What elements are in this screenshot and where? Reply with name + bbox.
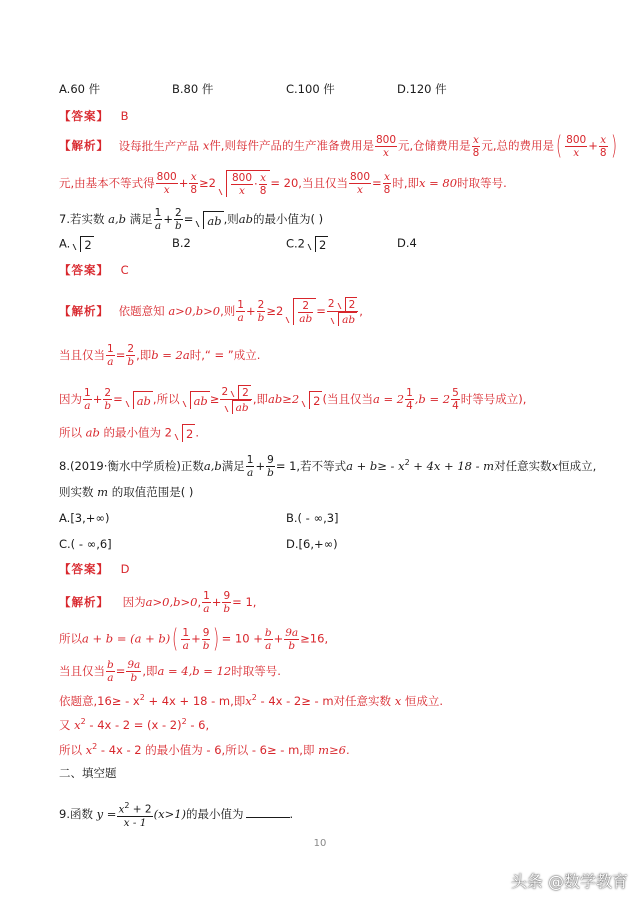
text: ,即 (252, 392, 268, 406)
q7-analysis-line1: 【解析】 依题意知 a>0,b>0,则 $\frac{1}{a}$ + $\frac{2}{b}$ ≥2 $\frac{2}{ab}$ = $\frac{2 2}{ab}$ , (59, 298, 363, 326)
text: 元,总的费用是 (481, 138, 555, 153)
text: 对任意实数 (494, 459, 552, 473)
text: 所以 (59, 742, 82, 757)
text: 依题意,16≥ - x (59, 693, 140, 708)
text: (当且仅当 (322, 392, 373, 406)
text: 又 (59, 717, 71, 732)
text: 的最小值为 - 6,所以 - 6≥ - m,即 (145, 742, 315, 757)
text: 元,由基本不等式得 (59, 176, 155, 190)
text: 恒成立. (404, 693, 443, 708)
math: x (394, 693, 402, 708)
q8-analysis-line1: 【解析】 因为a>0,b>0, $\frac{1}{a}$ + $\frac{9}{b}$ = 1, (59, 590, 257, 615)
q7-option-a: A. 2 (59, 236, 92, 252)
math: ,b = 2 (414, 392, 451, 406)
section-heading: 二、填空题 (59, 766, 117, 780)
text: 7.若实数 (59, 212, 105, 226)
math: a,b (108, 212, 127, 226)
math: a = 4,b = 12 (157, 664, 232, 678)
fraction-800-x: $\frac{800}{x}$ (375, 133, 397, 159)
text: 的最小值为 2 (103, 425, 173, 440)
math: a + b≥ - x (346, 459, 405, 473)
watermark: 头条 @数学教育 (510, 872, 628, 891)
math: x (85, 742, 93, 757)
q6-analysis-line1: 【解析】 设每批生产产品 x件,则每件产品的生产准备费用是 $\frac{800}{x}$ 元,仓储费用是 $\frac{x}{8}$ 元,总的费用是( $\frac{800}{x}$ + $\frac{x}{8}$ ) (59, 131, 617, 161)
fraction-x-8: $\frac{x}{8}$ (190, 171, 198, 196)
q9-stem (59, 800, 293, 829)
analysis-tag: 【解析】 (59, 595, 109, 609)
text: 对任意实数 (333, 693, 392, 708)
q8-option-b: B.( - ∞,3] (286, 511, 339, 525)
q8-option-d: D.[6,+∞) (286, 537, 338, 551)
q7-stem: 7.若实数 a,b 满足 $\frac{1}{a}$ + $\frac{2}{b}$ = ab ,则ab的最小值为( ) (59, 207, 324, 232)
answer-tag: 【答案】 (59, 109, 109, 123)
math: a,b (203, 459, 222, 473)
text: 所以 (59, 425, 82, 440)
fraction-800-x: $\frac{800}{x}$ (349, 171, 371, 196)
q7-option-c: C.2 2 (286, 236, 327, 252)
text: 时,即 (392, 176, 419, 190)
answer-value: C (120, 263, 129, 277)
text: ,所以 (152, 392, 180, 406)
text: - 4x - 2 (97, 742, 142, 757)
q8-stem-line1: 8.(2019·衡水中学质检)正数a,b满足 $\frac{1}{a}$ + $\frac{9}{b}$ = 1,若不等式$a + b\ge - x^2 + 4x + 18 - m$对任意实数x恒成立, (59, 454, 597, 479)
q7-analysis-line3: 因为 $\frac{1}{a}$ + $\frac{2}{b}$ = ab ,所以 ab ≥ $\frac{2 2}{ab}$ ,即ab≥2 2 (当且仅当a = 2 $\frac{1}{4}$ ,b = 2 $\frac{5}{4}$ 时等号成立), (59, 386, 527, 414)
text: 满足 (129, 212, 153, 226)
math: a>0,b>0 (145, 595, 198, 609)
text: . (289, 806, 294, 821)
text: ,即 (136, 348, 152, 362)
text: 时取等号. (457, 176, 507, 190)
text: ,即 (230, 693, 246, 708)
text: 因为 (59, 392, 82, 406)
fraction-q9: $\frac{x^2 + 2}{x - 1}$ (118, 801, 152, 829)
text: ≥16, (300, 631, 329, 646)
fraction-2-b: $\frac{2}{b}$ (175, 207, 182, 232)
text: 的最小值为( ) (252, 212, 324, 226)
q8-answer (59, 561, 130, 577)
analysis-tag: 【解析】 (59, 138, 109, 153)
math: a + b = (a + b) (82, 631, 171, 646)
fraction-800-x: $\frac{800}{x}$ (156, 171, 177, 196)
math: ab≥2 (267, 392, 300, 406)
text: - 4x - 2 = (x - 2) (85, 717, 182, 732)
q8-analysis-line5: 又 $x^2 - 4x - 2 = (x - 2)^2 - 6$, (59, 717, 210, 732)
text: ,即 (142, 664, 158, 678)
answer-value: D (120, 562, 130, 576)
text: = 10 + (221, 631, 263, 646)
text: 设每批生产产品 (118, 138, 200, 153)
q8-option-c: C.( - ∞,6] (59, 537, 112, 551)
text: 满足 (221, 459, 245, 473)
q6-analysis-line2: 元,由基本不等式得 $\frac{800}{x}$ + $\frac{x}{8}$ ≥2 $\frac{800}{x}$ · $\frac{x}{8}$ = 20,当且仅当 $\frac{800}{x}$ = $\frac{x}{8}$ 时,即x = 80时取等号. (59, 171, 507, 197)
text: 因为 (122, 595, 146, 609)
math: (x>1) (153, 806, 187, 821)
fraction-x-8: $\frac{x}{8}$ (383, 171, 391, 196)
text: 则实数 (59, 485, 94, 499)
fraction-x-8: $\frac{x}{8}$ (599, 133, 607, 159)
text: 的最小值为 (186, 806, 244, 821)
math: m (97, 485, 109, 499)
sqrt-ab: ab (194, 211, 223, 229)
answer-value: B (120, 109, 129, 123)
text: ,则 (220, 304, 236, 318)
math: ab (238, 212, 253, 226)
math: x (551, 459, 559, 473)
q8-analysis-line3: 当且仅当 $\frac{b}{a}$ = $\frac{9a}{b}$ ,即a = 4,b = 12时取等号. (59, 659, 281, 684)
q8-analysis-line6: 所以 $x^2 - 4x - 2$ 的最小值为 - 6,所以 - 6≥ - m,即 m≥6. (59, 742, 350, 757)
page-number: 10 (313, 838, 327, 849)
q8-analysis-line2: 所以a + b = (a + b)( $\frac{1}{a}$ + $\frac{9}{b}$ ) = 10 + $\frac{b}{a}$ + $\frac{9a}{b}$ ≥16, (59, 624, 329, 654)
text: = 1,若不等式 (275, 459, 347, 473)
text: 所以 (59, 631, 82, 646)
fraction-800-x: $\frac{800}{x}$ (566, 133, 587, 159)
math: m≥6. (318, 742, 350, 757)
analysis-tag: 【解析】 (59, 304, 109, 318)
text: 恒成立, (558, 459, 597, 473)
text: 时,“ = ”成立. (189, 348, 261, 362)
q6-option-a: A.60 件 (59, 82, 101, 96)
q6-option-c: C.100 件 (286, 82, 335, 96)
text: + 4x + 18 - m (144, 693, 231, 708)
q8-analysis-line4: 依题意$,16\ge - x^2 + 4x + 18 - m$,即$x^2 - 4x - 2\ge - m$对任意实数 x 恒成立. (59, 693, 443, 708)
fraction-1-a: $\frac{1}{a}$ (154, 207, 162, 232)
text: 9.函数 (59, 806, 93, 821)
math: ab (85, 425, 100, 440)
q6-option-b: B.80 件 (172, 82, 214, 96)
q7-answer (59, 262, 129, 278)
answer-blank (246, 817, 290, 818)
sqrt-product: $\frac{800}{x}$ · $\frac{x}{8}$ (217, 170, 270, 197)
math: a = 2 (372, 392, 405, 406)
text: - 6, (186, 717, 210, 732)
text: = 20,当且仅当 (270, 176, 348, 190)
text: 当且仅当 (59, 348, 105, 362)
q8-stem-line2 (59, 484, 193, 500)
math: x (74, 717, 81, 732)
q8-option-a: A.[3,+∞) (59, 511, 110, 525)
text: 时等号成立), (460, 392, 527, 406)
answer-tag: 【答案】 (59, 263, 109, 277)
q6-answer (59, 108, 129, 124)
text: 依题意知 (118, 304, 165, 318)
text: 的取值范围是( ) (111, 485, 194, 499)
q7-analysis-line4: 所以 ab 的最小值为 2 2 . (59, 425, 199, 441)
math: a>0,b>0 (168, 304, 221, 318)
text: ,则 (223, 212, 239, 226)
text: - 4x - 2≥ - m (256, 693, 334, 708)
math: x (245, 693, 252, 708)
q7-analysis-line2: 当且仅当 $\frac{1}{a}$ = $\frac{2}{b}$ ,即b = 2a时,“ = ”成立. (59, 343, 261, 368)
math: b = 2a (151, 348, 190, 362)
text: = 1, (232, 595, 257, 609)
answer-tag: 【答案】 (59, 562, 109, 576)
math: y = (96, 806, 117, 821)
text: 元,仓储费用是 (398, 138, 471, 153)
text: 时取等号. (231, 664, 281, 678)
text: 8.(2019·衡水中学质检)正数 (59, 459, 204, 473)
math: x = 80 (419, 176, 458, 190)
text: 件,则每件产品的生产准备费用是 (209, 138, 374, 153)
text: 当且仅当 (59, 664, 105, 678)
fraction-x-8: $\frac{x}{8}$ (472, 133, 480, 159)
q7-option-d: D.4 (397, 236, 417, 250)
q6-option-d: D.120 件 (397, 82, 447, 96)
math: + 4x + 18 - m (409, 459, 495, 473)
var-x: x (202, 138, 210, 153)
q7-option-b: B.2 (172, 236, 191, 250)
